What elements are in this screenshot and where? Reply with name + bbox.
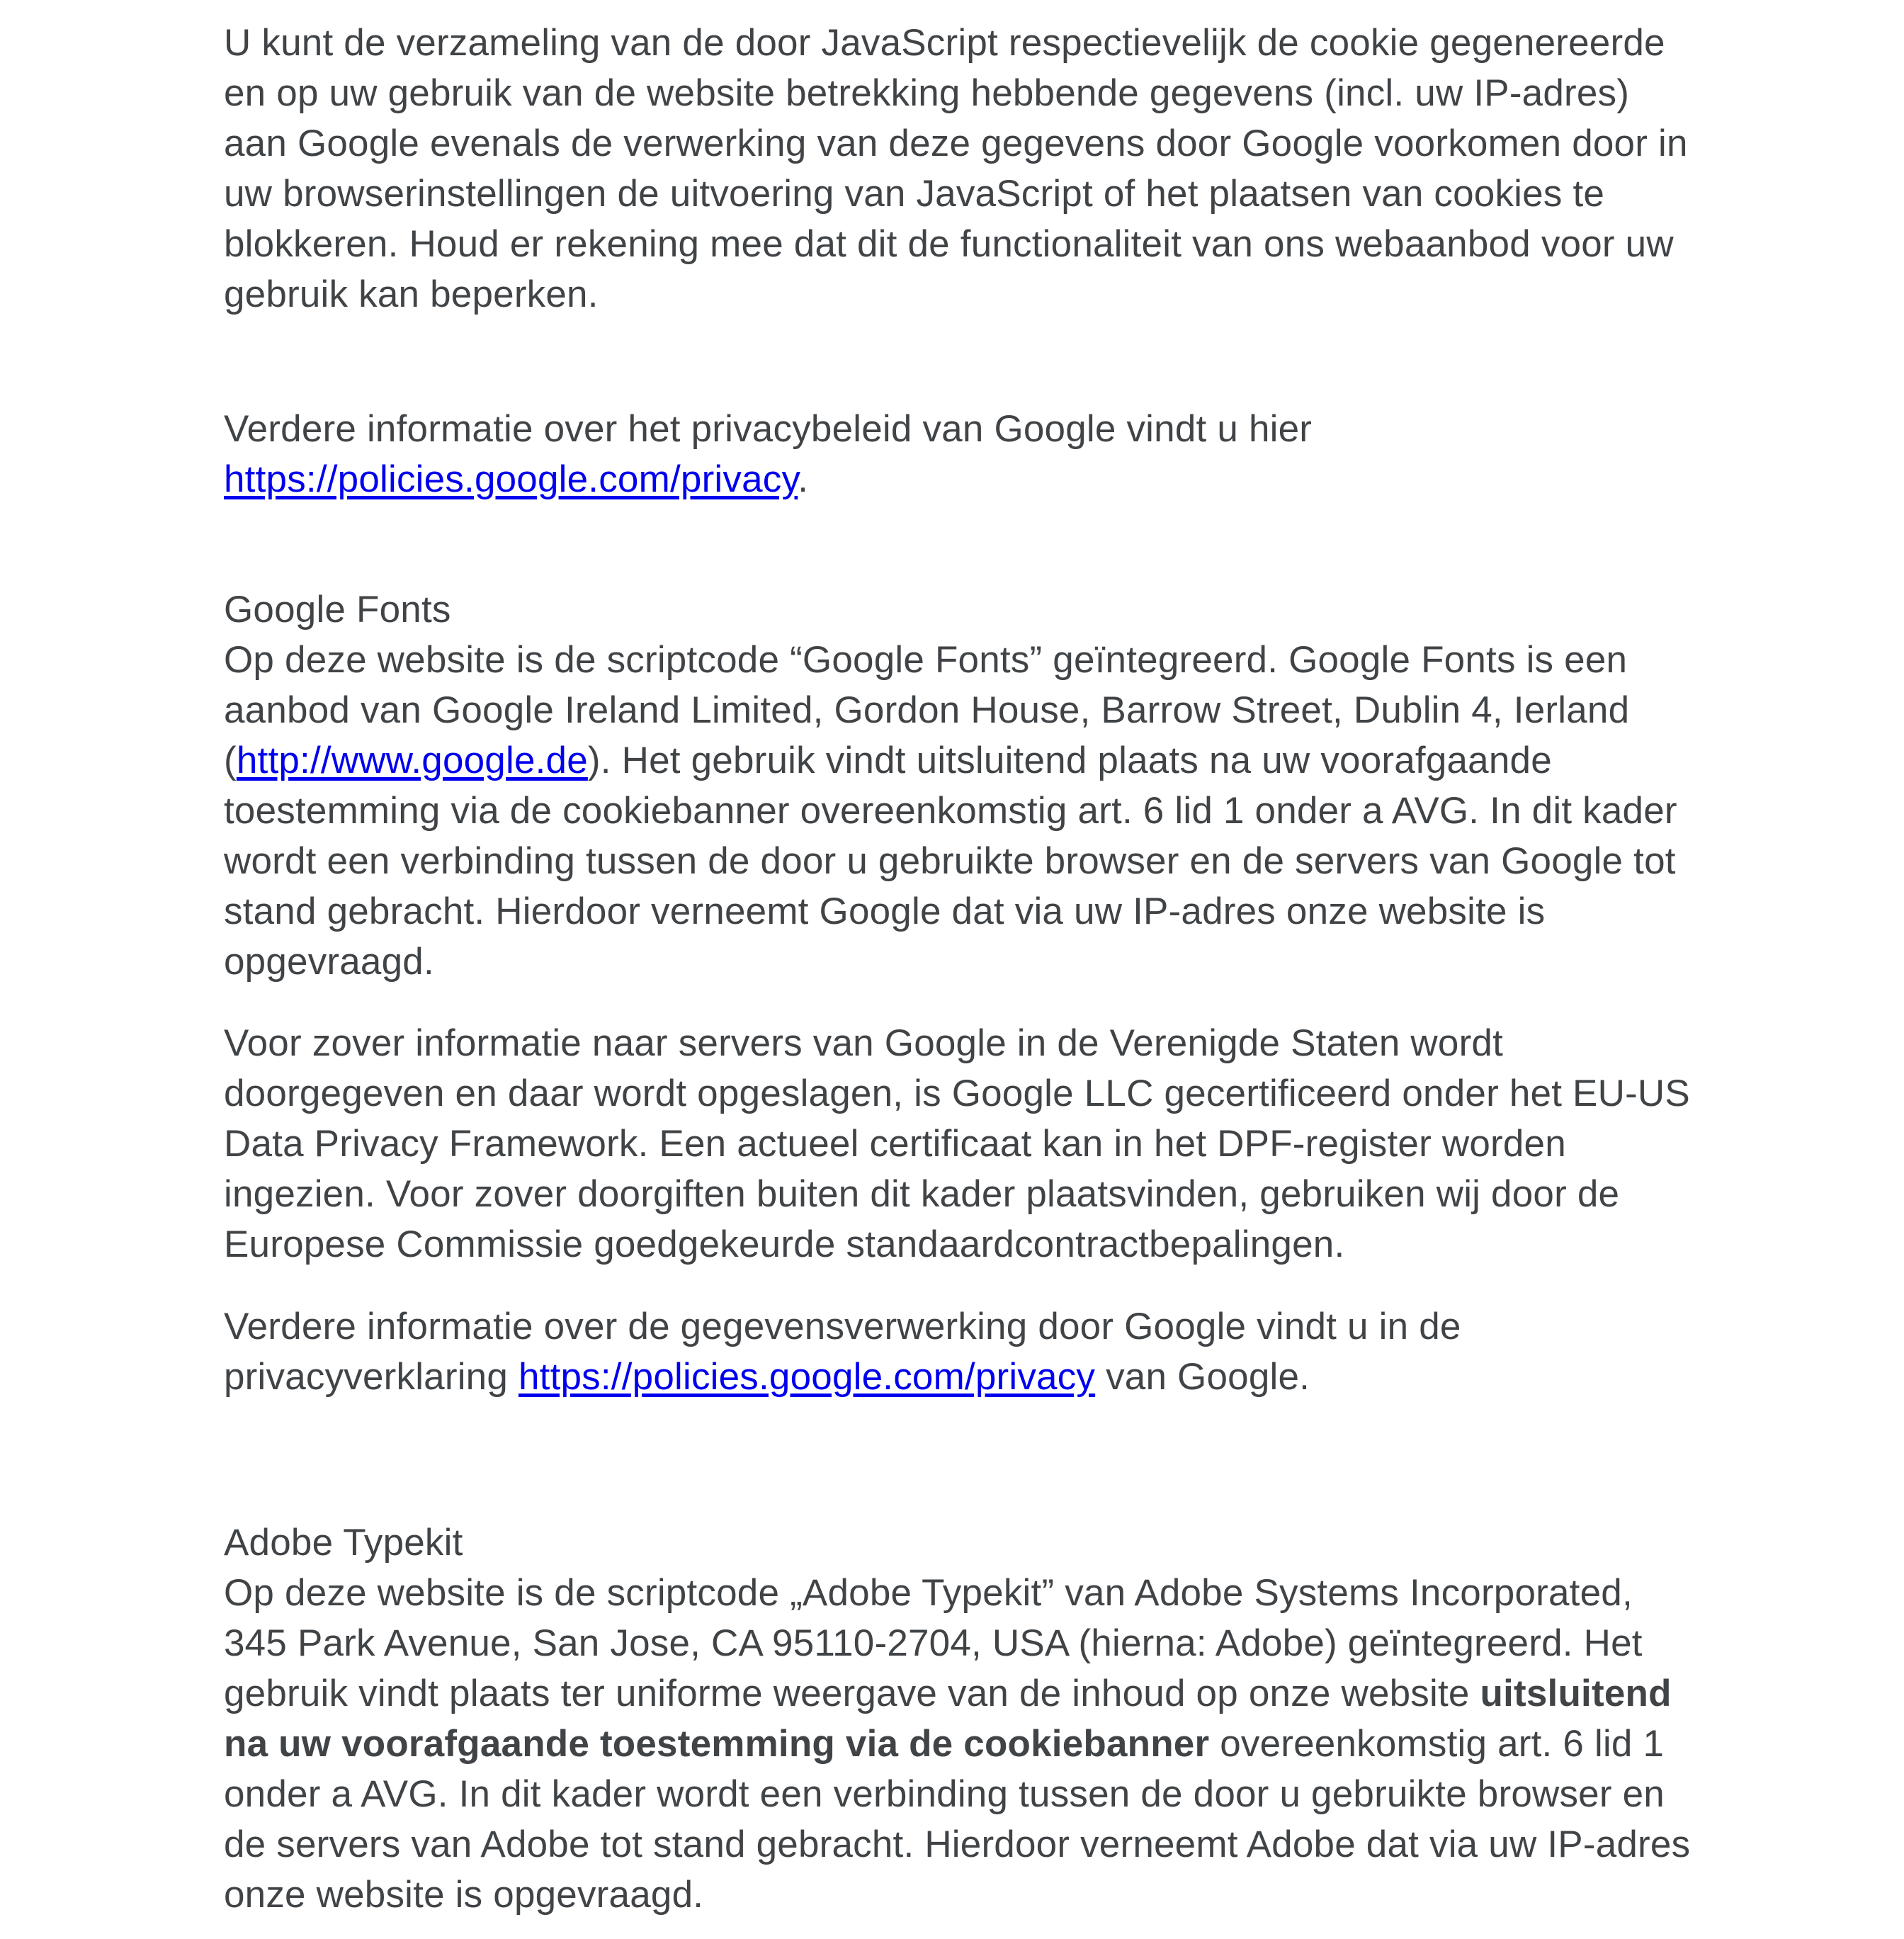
text-line	[224, 1018, 1762, 1068]
text-line	[224, 685, 1762, 735]
eu-us-data-privacy-framework-paragraph	[224, 1018, 1762, 1270]
text-line	[224, 219, 1762, 269]
text: toestemming via de cookiebanner overeenkomstig art. 6 lid 1 onder a AVG. In dit kader	[224, 790, 1677, 832]
text: doorgegeven en daar wordt opgeslagen, is Google LLC gecertificeerd onder het EU-US	[224, 1073, 1690, 1114]
adobe-typekit-section	[224, 1517, 1762, 1920]
text: Op deze website is de scriptcode “Google Fonts” geïntegreerd. Google Fonts is een	[224, 639, 1628, 681]
text: blokkeren. Houd er rekening mee dat dit de functionaliteit van ons webaanbod voor uw	[224, 223, 1674, 265]
text-line	[224, 1219, 1762, 1270]
google-fonts-section	[224, 584, 1762, 987]
text: onder a AVG. In dit kader wordt een verbinding tussen de door u gebruikte browser en	[224, 1773, 1665, 1815]
text: 345 Park Avenue, San Jose, CA 95110-2704, USA (hierna: Adobe) geïntegreerd. Het	[224, 1622, 1643, 1664]
text-line	[224, 1119, 1762, 1169]
text: Google Fonts	[224, 589, 451, 631]
text: overeenkomstig art. 6 lid 1	[1209, 1723, 1665, 1765]
text-line	[224, 786, 1762, 836]
text: ingezien. Voor zover doorgiften buiten dit kader plaatsvinden, gebruiken wij door de	[224, 1173, 1620, 1215]
text-line	[224, 1169, 1762, 1219]
text-line	[224, 886, 1762, 937]
text-line	[224, 68, 1762, 118]
bold-text: uitsluitend	[1480, 1673, 1672, 1714]
text-line	[224, 1568, 1762, 1618]
text-line	[224, 404, 1762, 454]
text: gebruik vindt plaats ter uniforme weergave van de inhoud op onze website	[224, 1673, 1480, 1714]
text-line	[224, 454, 1762, 504]
text-line	[224, 269, 1762, 320]
text: ). Het gebruik vindt uitsluitend plaats na uw voorafgaande	[587, 740, 1552, 781]
text-line	[224, 1769, 1762, 1819]
bold-text: na uw voorafgaande toestemming via de cookiebanner	[224, 1723, 1210, 1765]
text: Europese Commissie goedgekeurde standaardcontractbepalingen.	[224, 1223, 1345, 1265]
hyperlink[interactable]: https://policies.google.com/privacy	[224, 458, 798, 500]
text: gebruik kan beperken.	[224, 273, 599, 315]
google-data-processing-link-paragraph	[224, 1301, 1762, 1402]
text-line	[224, 1870, 1762, 1920]
text-line	[224, 1668, 1762, 1719]
text: Voor zover informatie naar servers van Google in de Verenigde Staten wordt	[224, 1022, 1504, 1064]
text: van Google.	[1095, 1356, 1310, 1398]
text-line	[224, 1068, 1762, 1119]
text: .	[798, 458, 809, 500]
text-line	[224, 1618, 1762, 1668]
text: Op deze website is de scriptcode „Adobe Typekit” van Adobe Systems Incorporated,	[224, 1572, 1633, 1614]
text: opgevraagd.	[224, 941, 434, 983]
text: de servers van Adobe tot stand gebracht. Hierdoor verneemt Adobe dat via uw IP-adres	[224, 1824, 1691, 1865]
hyperlink[interactable]: https://policies.google.com/privacy	[518, 1356, 1096, 1398]
text: wordt een verbinding tussen de door u gebruikte browser en de servers van Google tot	[224, 840, 1676, 882]
text: onze website is opgevraagd.	[224, 1874, 704, 1916]
intro-paragraph	[224, 18, 1762, 320]
text-line	[224, 118, 1762, 169]
text: privacyverklaring	[224, 1356, 518, 1398]
text: aan Google evenals de verwerking van deze gegevens door Google voorkomen door in	[224, 123, 1688, 164]
text: Verdere informatie over de gegevensverwerking door Google vindt u in de	[224, 1306, 1461, 1347]
text-line	[224, 1819, 1762, 1870]
text-line	[224, 1301, 1762, 1352]
text: Adobe Typekit	[224, 1522, 463, 1564]
text: aanbod van Google Ireland Limited, Gordon House, Barrow Street, Dublin 4, Ierland	[224, 689, 1630, 731]
text-line	[224, 1517, 1762, 1568]
text: U kunt de verzameling van de door JavaScript respectievelijk de cookie gegenereerde	[224, 22, 1665, 64]
text-line	[224, 635, 1762, 685]
text: en op uw gebruik van de website betrekking hebbende gegevens (incl. uw IP-adres)	[224, 72, 1630, 114]
text-line	[224, 18, 1762, 68]
google-privacy-policy-link-paragraph	[224, 404, 1762, 504]
text-line	[224, 584, 1762, 635]
text-line	[224, 836, 1762, 886]
text: stand gebracht. Hierdoor verneemt Google dat via uw IP-adres onze website is	[224, 891, 1546, 932]
text-line	[224, 735, 1762, 786]
text-line	[224, 1719, 1762, 1769]
text: uw browserinstellingen de uitvoering van JavaScript of het plaatsen van cookies te	[224, 173, 1605, 215]
text-line	[224, 937, 1762, 987]
hyperlink[interactable]: http://www.google.de	[236, 740, 588, 781]
text: (	[224, 740, 237, 781]
text: Data Privacy Framework. Een actueel certificaat kan in het DPF-register worden	[224, 1123, 1566, 1165]
text: Verdere informatie over het privacybeleid van Google vindt u hier	[224, 408, 1313, 450]
text-line	[224, 1352, 1762, 1402]
text-line	[224, 169, 1762, 219]
